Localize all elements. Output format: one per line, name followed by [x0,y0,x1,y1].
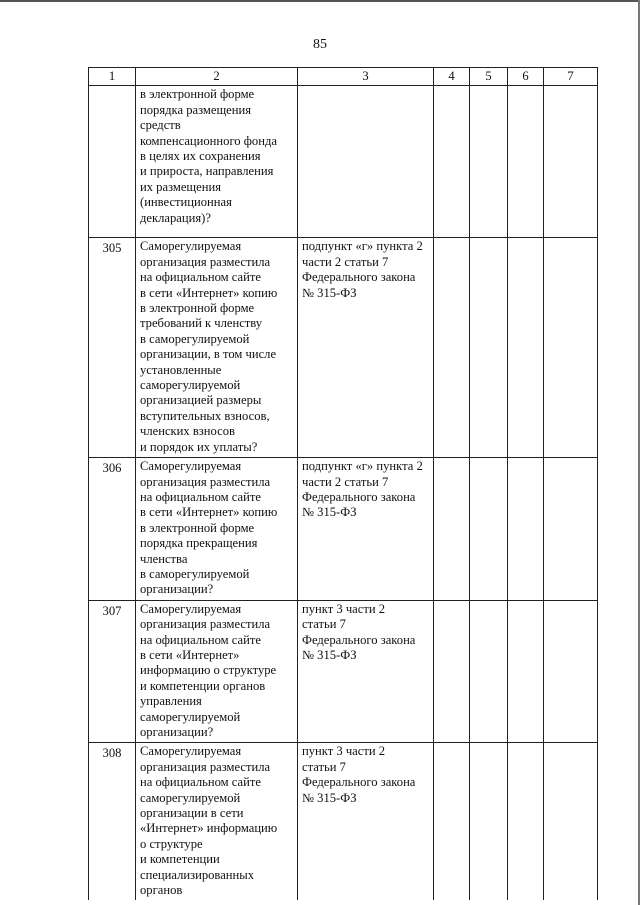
empty-cell [508,86,544,238]
empty-cell [508,743,544,901]
header-col-2: 2 [136,68,298,86]
empty-cell [544,458,598,601]
reference-cell: пункт 3 части 2 статьи 7 Федерального закона № 315-ФЗ [298,743,434,901]
row-number: 306 [89,458,136,601]
table-row [89,600,598,743]
table-row [89,238,598,458]
empty-cell [434,458,470,601]
empty-cell [544,86,598,238]
empty-cell [544,238,598,458]
empty-cell [470,600,508,743]
empty-cell [508,238,544,458]
scan-top-edge [0,0,640,2]
question-cell: Саморегулируемая организация разместила на официальном сайте саморегулируемой организации в сети «Интернет» информацию о структуре и компетенции специализированных органов [136,743,298,901]
header-col-4: 4 [434,68,470,86]
reference-cell: подпункт «г» пункта 2 части 2 статьи 7 Федерального закона № 315-ФЗ [298,458,434,601]
header-col-1: 1 [89,68,136,86]
header-col-3: 3 [298,68,434,86]
question-cell: в электронной форме порядка размещения средств компенсационного фонда в целях их сохранения и прироста, направления их размещения (инвестиционная декларация)? [136,86,298,238]
empty-cell [544,600,598,743]
empty-cell [508,600,544,743]
table-row [89,86,598,238]
row-number: 305 [89,238,136,458]
checklist-table [88,67,598,900]
reference-cell: подпункт «г» пункта 2 части 2 статьи 7 Федерального закона № 315-ФЗ [298,238,434,458]
table-row [89,458,598,601]
empty-cell [544,743,598,901]
row-number: 307 [89,600,136,743]
question-cell: Саморегулируемая организация разместила на официальном сайте в сети «Интернет» копию в электронной форме требований к членству в саморегулируемой организации, в том числе установленные саморегулируемой организацией размеры вступительных взносов, членских взносов и порядок их уплаты? [136,238,298,458]
reference-cell: пункт 3 части 2 статьи 7 Федерального закона № 315-ФЗ [298,600,434,743]
row-number: 308 [89,743,136,901]
row-number [89,86,136,238]
empty-cell [470,743,508,901]
empty-cell [470,458,508,601]
empty-cell [434,86,470,238]
header-col-5: 5 [470,68,508,86]
empty-cell [434,743,470,901]
empty-cell [434,238,470,458]
empty-cell [434,600,470,743]
empty-cell [470,238,508,458]
header-col-6: 6 [508,68,544,86]
reference-cell [298,86,434,238]
table-row [89,743,598,901]
page-number: 85 [313,37,327,52]
header-row [89,68,598,86]
question-cell: Саморегулируемая организация разместила на официальном сайте в сети «Интернет» информацию о структуре и компетенции органов управления саморегулируемой организации? [136,600,298,743]
question-cell: Саморегулируемая организация разместила на официальном сайте в сети «Интернет» копию в электронной форме порядка прекращения членства в саморегулируемой организации? [136,458,298,601]
empty-cell [508,458,544,601]
empty-cell [470,86,508,238]
header-col-7: 7 [544,68,598,86]
